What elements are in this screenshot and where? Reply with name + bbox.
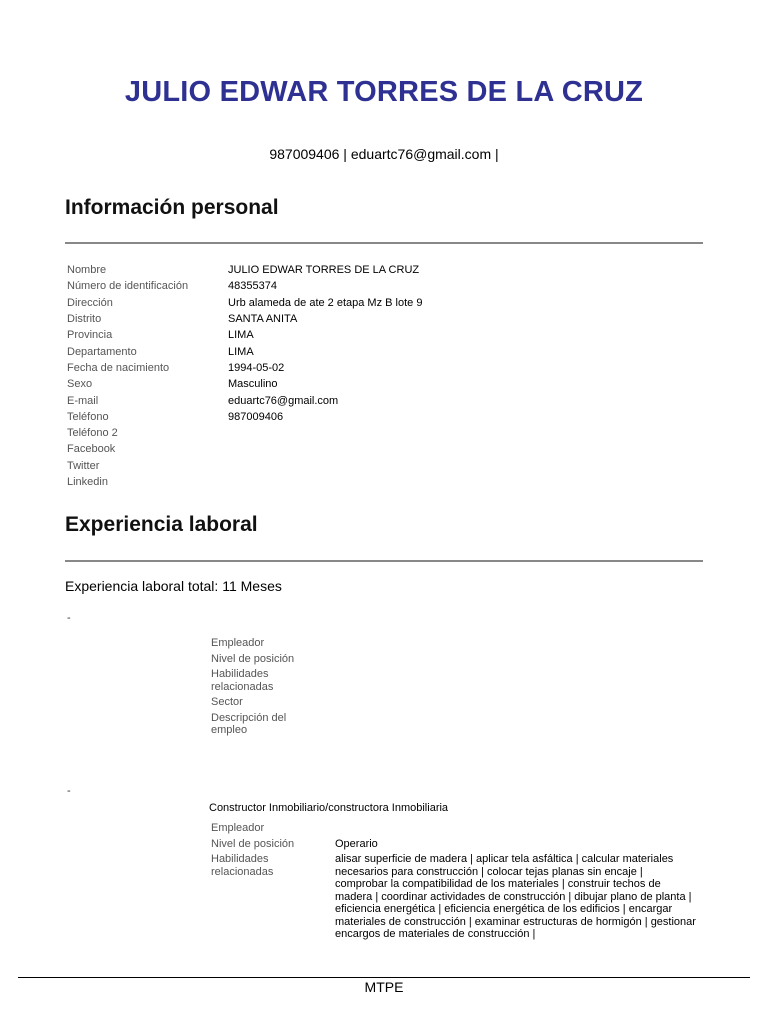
info-label: Provincia bbox=[67, 329, 113, 342]
info-row bbox=[67, 311, 667, 327]
info-row bbox=[67, 441, 667, 457]
job-row bbox=[211, 696, 701, 709]
info-label: Dirección bbox=[67, 296, 113, 309]
info-row bbox=[67, 392, 667, 408]
section-divider bbox=[65, 560, 703, 562]
info-label: Teléfono bbox=[67, 410, 109, 423]
personal-info-heading: Información personal bbox=[65, 196, 279, 219]
job-details bbox=[211, 637, 701, 740]
job-row bbox=[211, 668, 701, 693]
info-value: 987009406 bbox=[228, 410, 284, 423]
info-label: Departamento bbox=[67, 345, 137, 358]
job-label: Habilidades relacionadas bbox=[211, 668, 274, 693]
info-label: Teléfono 2 bbox=[67, 427, 118, 440]
info-row bbox=[67, 409, 667, 425]
job-company: Constructor Inmobiliario/constructora Inmobiliaria bbox=[209, 802, 449, 814]
job-row bbox=[211, 853, 701, 941]
footer-text: MTPE bbox=[364, 979, 404, 995]
info-value: Urb alameda de ate 2 etapa Mz B lote 9 bbox=[228, 296, 423, 309]
info-label: Linkedin bbox=[67, 476, 108, 488]
info-label: Distrito bbox=[67, 313, 102, 326]
info-value: 1994-05-02 bbox=[228, 361, 285, 374]
info-value: Masculino bbox=[228, 378, 278, 391]
job-value bbox=[335, 696, 697, 709]
job-value bbox=[335, 822, 697, 835]
personal-info-table bbox=[67, 262, 667, 490]
section-divider bbox=[65, 242, 703, 244]
job-row bbox=[211, 637, 701, 650]
info-row bbox=[67, 343, 667, 359]
info-row bbox=[67, 327, 667, 343]
job-value: alisar superficie de madera | aplicar tela asfáltica | calcular materiales necesarios para construcción | colocar tejas planas sin encaje | comprobar la compatibilidad de los materiales | construir techos de madera | coordinar actividades de construcción | dibujar plano de planta | eficiencia energética | eficiencia energética de los edificios | encargar materiales de construcción | examinar estructuras de hormigón | gestionar encargos de materiales de construcción | bbox=[335, 853, 696, 940]
job-label: Nivel de posición bbox=[211, 837, 295, 850]
candidate-name: JULIO EDWAR TORRES DE LA CRUZ bbox=[124, 76, 644, 108]
job-value bbox=[335, 653, 697, 666]
job-row bbox=[211, 838, 701, 851]
info-row bbox=[67, 425, 667, 441]
info-label: Número de identificación bbox=[67, 280, 189, 293]
info-row bbox=[67, 295, 667, 311]
info-row bbox=[67, 376, 667, 392]
info-row bbox=[67, 278, 667, 294]
job-row bbox=[211, 822, 701, 835]
info-row bbox=[67, 474, 667, 490]
job-label: Descripción del empleo bbox=[211, 711, 287, 736]
job-value bbox=[335, 637, 697, 650]
info-value: JULIO EDWAR TORRES DE LA CRUZ bbox=[228, 264, 420, 277]
job-marker: - bbox=[67, 785, 71, 797]
contact-line: 987009406 | eduartc76@gmail.com | bbox=[269, 146, 499, 162]
job-details bbox=[211, 822, 701, 944]
info-row bbox=[67, 262, 667, 278]
info-value: eduartc76@gmail.com bbox=[228, 394, 339, 407]
job-value: Operario bbox=[335, 837, 378, 850]
job-marker: - bbox=[67, 612, 71, 624]
job-label: Sector bbox=[211, 696, 243, 708]
info-label: E-mail bbox=[67, 394, 99, 407]
info-value: LIMA bbox=[228, 345, 254, 358]
job-label: Habilidades relacionadas bbox=[211, 853, 274, 878]
info-label: Facebook bbox=[67, 443, 116, 456]
info-label: Twitter bbox=[67, 459, 100, 472]
job-row bbox=[211, 653, 701, 666]
job-row bbox=[211, 712, 701, 737]
info-label: Fecha de nacimiento bbox=[67, 361, 170, 374]
job-value bbox=[335, 668, 697, 693]
job-label: Empleador bbox=[211, 822, 265, 834]
footer-divider bbox=[18, 977, 750, 978]
info-label: Sexo bbox=[67, 378, 93, 391]
info-value: SANTA ANITA bbox=[228, 313, 298, 326]
info-row bbox=[67, 458, 667, 474]
job-value bbox=[335, 712, 697, 737]
info-label: Nombre bbox=[67, 264, 107, 277]
job-label: Nivel de posición bbox=[211, 652, 295, 665]
work-experience-heading: Experiencia laboral bbox=[65, 513, 258, 536]
total-experience: Experiencia laboral total: 11 Meses bbox=[65, 578, 282, 594]
job-label: Empleador bbox=[211, 637, 265, 649]
info-value: LIMA bbox=[228, 329, 254, 342]
info-value: 48355374 bbox=[228, 280, 277, 293]
info-row bbox=[67, 360, 667, 376]
